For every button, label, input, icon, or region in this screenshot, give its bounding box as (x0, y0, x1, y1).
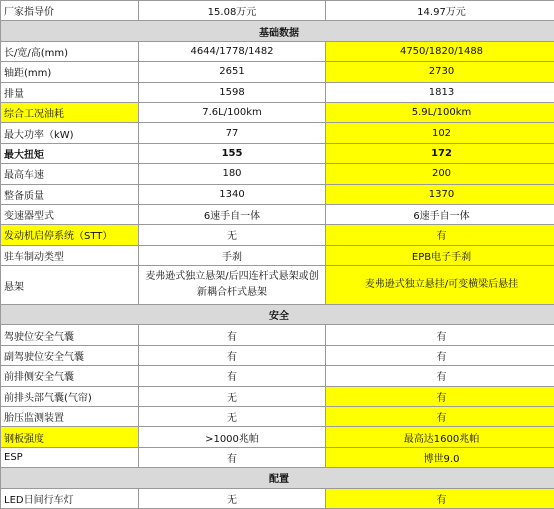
table-row (1, 345, 554, 365)
car-b-value[interactable]: 1370 (326, 184, 554, 204)
table-row (1, 62, 554, 82)
price-car-b[interactable]: 14.97万元 (326, 1, 554, 21)
row-label[interactable]: 发动机启停系统（STT） (1, 225, 139, 245)
row-label[interactable]: 前排侧安全气囊 (1, 366, 139, 386)
table-row (1, 225, 554, 245)
section-header-row (1, 21, 554, 41)
table-row (1, 41, 554, 61)
car-b-value[interactable]: 172 (326, 143, 554, 163)
car-b-value[interactable]: 麦弗逊式独立悬挂/可变横梁后悬挂 (326, 266, 554, 305)
car-b-value[interactable]: 有 (326, 325, 554, 345)
table-row (1, 123, 554, 143)
row-label[interactable]: 副驾驶位安全气囊 (1, 345, 139, 365)
table-row (1, 266, 554, 305)
table-row (1, 325, 554, 345)
car-a-value[interactable]: 有 (139, 325, 326, 345)
table-row (1, 164, 554, 184)
section-header-row (1, 468, 554, 488)
row-label[interactable]: 变速器型式 (1, 204, 139, 224)
car-b-value[interactable]: 200 (326, 164, 554, 184)
row-label[interactable]: 驻车制动类型 (1, 245, 139, 265)
car-a-value[interactable]: 无 (139, 386, 326, 406)
table-row (1, 447, 554, 467)
car-a-value[interactable]: 155 (139, 143, 326, 163)
car-a-value[interactable]: 180 (139, 164, 326, 184)
table-row (1, 102, 554, 122)
car-b-value[interactable]: EPB电子手刹 (326, 245, 554, 265)
car-b-value[interactable]: 有 (326, 386, 554, 406)
row-label[interactable]: 最高车速 (1, 164, 139, 184)
car-b-value[interactable]: 有 (326, 488, 554, 508)
car-a-value[interactable]: 1598 (139, 82, 326, 102)
price-car-a[interactable]: 15.08万元 (139, 1, 326, 21)
row-label[interactable]: 驾驶位安全气囊 (1, 325, 139, 345)
row-label[interactable]: 胎压监测装置 (1, 407, 139, 427)
car-b-value[interactable]: 6速手自一体 (326, 204, 554, 224)
car-a-value[interactable]: 7.6L/100km (139, 102, 326, 122)
row-label[interactable]: ESP (1, 447, 139, 467)
row-label[interactable]: 整备质量 (1, 184, 139, 204)
row-label[interactable]: 最大扭矩 (1, 143, 139, 163)
car-a-value[interactable]: 77 (139, 123, 326, 143)
car-a-value[interactable]: 有 (139, 366, 326, 386)
table-row (1, 366, 554, 386)
row-label[interactable]: 悬架 (1, 266, 139, 305)
car-a-value[interactable]: >1000兆帕 (139, 427, 326, 447)
car-a-value[interactable]: 有 (139, 345, 326, 365)
table-row (1, 245, 554, 265)
row-label[interactable]: 轴距(mm) (1, 62, 139, 82)
car-b-value[interactable]: 有 (326, 407, 554, 427)
car-a-value[interactable]: 4644/1778/1482 (139, 41, 326, 61)
table-row (1, 488, 554, 508)
car-a-value[interactable]: 麦弗逊式独立悬架/后四连杆式悬架或创新耦合杆式悬架 (139, 266, 326, 305)
car-a-value[interactable]: 有 (139, 447, 326, 467)
car-b-value[interactable]: 4750/1820/1488 (326, 41, 554, 61)
table-body (1, 1, 554, 509)
row-label[interactable]: 前排头部气囊(气帘) (1, 386, 139, 406)
car-b-value[interactable]: 最高达1600兆帕 (326, 427, 554, 447)
row-label[interactable]: 最大功率（kW) (1, 123, 139, 143)
car-b-value[interactable]: 5.9L/100km (326, 102, 554, 122)
car-b-value[interactable]: 2730 (326, 62, 554, 82)
car-a-value[interactable]: 手刹 (139, 245, 326, 265)
car-b-value[interactable]: 有 (326, 366, 554, 386)
row-label[interactable]: LED日间行车灯 (1, 488, 139, 508)
row-label[interactable]: 综合工况油耗 (1, 102, 139, 122)
row-label[interactable]: 排量 (1, 82, 139, 102)
table-row (1, 427, 554, 447)
table-row (1, 82, 554, 102)
section-title[interactable]: 基础数据 (1, 21, 554, 41)
car-b-value[interactable]: 博世9.0 (326, 447, 554, 467)
car-a-value[interactable]: 1340 (139, 184, 326, 204)
section-header-row (1, 305, 554, 325)
row-label[interactable]: 钢板强度 (1, 427, 139, 447)
car-b-value[interactable]: 102 (326, 123, 554, 143)
car-b-value[interactable]: 1813 (326, 82, 554, 102)
table-row (1, 204, 554, 224)
row-label[interactable]: 长/宽/高(mm) (1, 41, 139, 61)
section-title[interactable]: 配置 (1, 468, 554, 488)
car-a-value[interactable]: 无 (139, 225, 326, 245)
car-a-value[interactable]: 2651 (139, 62, 326, 82)
price-row (1, 1, 554, 21)
table-row (1, 184, 554, 204)
car-b-value[interactable]: 有 (326, 225, 554, 245)
car-b-value[interactable]: 有 (326, 345, 554, 365)
table-row (1, 143, 554, 163)
price-label[interactable]: 厂家指导价 (1, 1, 139, 21)
table-row (1, 407, 554, 427)
table-row (1, 386, 554, 406)
car-a-value[interactable]: 无 (139, 407, 326, 427)
car-a-value[interactable]: 6速手自一体 (139, 204, 326, 224)
section-title[interactable]: 安全 (1, 305, 554, 325)
car-a-value[interactable]: 无 (139, 488, 326, 508)
